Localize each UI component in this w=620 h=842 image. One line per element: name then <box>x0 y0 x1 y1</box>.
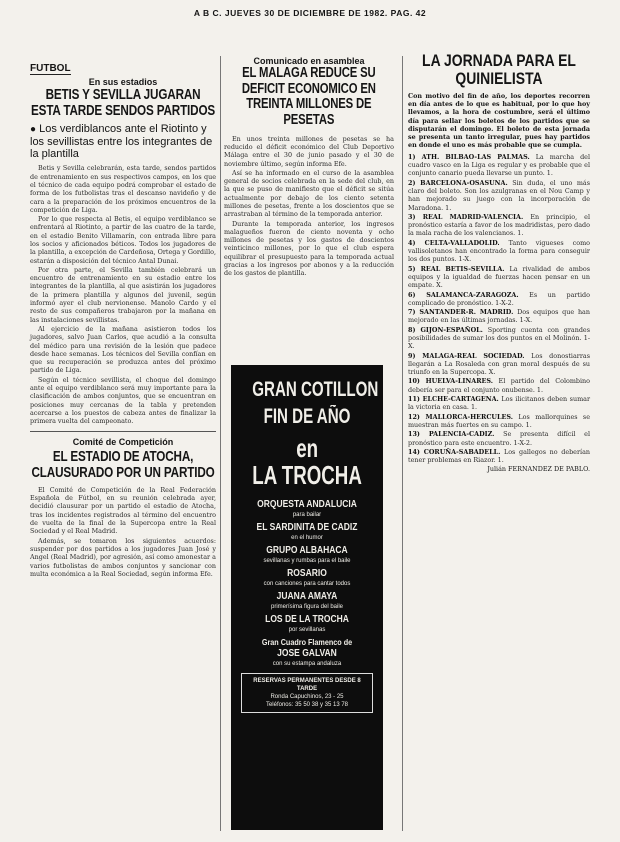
headline: EL MALAGA REDUCE SU DEFICIT ECONOMICO EN TREINTA MILLONES DE PESETAS <box>242 65 376 128</box>
ad-en: en <box>296 433 318 463</box>
match-label: 14) CORUÑA-SABADELL. <box>408 447 501 456</box>
ad-venue-name: LA TROCHA <box>252 460 362 490</box>
right-column <box>408 52 590 474</box>
column-divider <box>220 56 221 831</box>
match-label: 10) HUELVA-LINARES. <box>408 377 493 386</box>
match-label: 6) SALAMANCA-ZARAGOZA. <box>408 290 519 299</box>
match-text: Sin duda, el uno más claro del boleto. Son los azulgranas en el Nou Camp y han mejorado su juego con la incorporación de Maradona. 1. <box>408 178 590 212</box>
ad-note: con su estampa andaluza <box>272 661 342 667</box>
subhead <box>30 123 216 160</box>
match-text: La rivalidad de ambos equipos y la igualdad de fuerzas hacen pensar en un empate. X. <box>408 264 590 290</box>
match-text: La marcha del cuadro vasco en la Liga es regular y es probable que el conjunto canario pueda llevarse un punto. 1. <box>408 152 590 178</box>
ad-act: LOS DE LA TROCHA <box>265 614 349 625</box>
match-item <box>408 153 590 178</box>
quiniela-intro: Con motivo del fin de año, los deportes recorren en día antes de lo que es habitual, por lo que hoy llevamos, a la hora de costumbre, será el último día para sellar los boletos de los partidos que se disputarán el domingo. El boleto de esta jornada se presenta un tanto irregular, pues hay partidos en donde el uno es más probable que se cumpla. <box>408 91 590 150</box>
match-label: 13) PALENCIA-CADIZ. <box>408 430 495 439</box>
match-label: 5) REAL BETIS-SEVILLA. <box>408 264 505 273</box>
match-item <box>408 179 590 212</box>
subhead-text: Los verdiblancos ante el Riotinto y los sevillistas entre los integrantes de la plantilla <box>30 123 213 160</box>
ad-venue <box>231 435 383 489</box>
match-item <box>408 308 590 325</box>
column-divider <box>402 56 403 831</box>
ad-note: para bailar <box>292 512 322 518</box>
advertisement <box>231 365 383 830</box>
quiniela-title-text: LA JORNADA PARA EL QUINIELISTA <box>422 51 576 88</box>
ad-act: EL SARDINITA DE CADIZ <box>256 522 358 533</box>
section-tag: Comité de Competición <box>72 436 174 447</box>
match-text: Sporting cuenta con grandes posibilidades de sumar los dos puntos en el Molinón. 1-X. <box>408 325 590 351</box>
paragraph: Durante la temporada anterior, los ingresos malagueños fueron de ciento noventa y ocho millones de pesetas y los gastos de doscientos veinticinco millones, por lo que el club espera equilibrar el presupuesto para la temporada actual gracias a los ingresos por abonos y a la reducción de los gastos de plantilla. <box>224 219 394 278</box>
kicker: En sus estadios <box>88 77 158 87</box>
ad-title-line: FIN DE AÑO <box>263 405 351 428</box>
middle-column <box>224 56 394 279</box>
match-item <box>408 430 590 447</box>
ad-phones: Teléfonos: 35 50 38 y 35 13 78 <box>265 702 349 708</box>
match-text: Los gallegos no deberían tener problemas en Riazor. 1. <box>408 447 590 465</box>
ad-reservas: RESERVAS PERMANENTES DESDE 8 TARDE <box>253 678 361 692</box>
ad-note: sevillanas y rumbas para el baile <box>263 558 351 564</box>
match-text: Se presenta difícil el pronóstico para este encuentro. 1-X-2. <box>408 430 590 447</box>
match-item <box>408 352 590 377</box>
ad-address: Ronda Capuchinos, 23 - 25 <box>270 694 344 700</box>
paragraph: Betis y Sevilla celebrarán, esta tarde, sendos partidos de entrenamiento en sus respectivos campos, en los que el técnico de cada equipo podrá comprobar el estado de forma de los futbolistas tras el descanso navideño y de cara a la preparación de los próximos encuentros de la competición de Liga. <box>30 164 216 214</box>
match-item <box>408 326 590 351</box>
ad-act: Gran Cuadro Flamenco de <box>261 637 353 647</box>
match-text: El partido del Colombino debería ser para el conjunto onubense. 1. <box>408 377 590 394</box>
match-item <box>408 213 590 238</box>
divider <box>30 431 216 432</box>
match-list <box>408 153 590 465</box>
ad-orchestra: ORQUESTA ANDALUCIA <box>257 499 357 510</box>
match-label: 8) GIJON-ESPAÑOL. <box>408 325 483 334</box>
left-column <box>30 56 216 579</box>
article-body <box>30 486 216 578</box>
signature: Julián FERNANDEZ DE PABLO. <box>487 465 590 474</box>
match-item <box>408 265 590 290</box>
match-text: Los ilicitanos deben sumar la victoria en casa. 1. <box>408 395 590 412</box>
paragraph: Por otra parte, el Sevilla también celebrará un encuentro de entrenamiento en su estadio entre los integrantes de la plantilla, al que asistirán los jugadores de la primera plantilla y algunos del juvenil, según informó ayer el club nervionense. Manolo Cardo y el resto de sus compañeros trabajaron por la mañana en las instalaciones sevillistas. <box>30 265 216 324</box>
paragraph: En unos treinta millones de pesetas se ha reducido el déficit económico del Club Deportivo Málaga entre el 30 de junio pasado y el 30 de noviembre último, según informa Efe. <box>224 134 394 168</box>
paragraph: Al ejercicio de la mañana asistieron todos los jugadores, salvo Juan Carlos, que acudió a la consulta del médico para una revisión de la lesión que padece desde hace semanas. Los técnicos del Sevilla confían en que su recuperación se produzca antes del próximo partido de Liga. <box>30 324 216 375</box>
match-label: 12) MALLORCA-HERCULES. <box>408 412 513 421</box>
article-body <box>224 135 394 278</box>
match-text: Es un partido complicado de pronóstico. 1-X-2. <box>408 290 590 307</box>
bullet-icon: ● <box>30 124 37 136</box>
ad-note: en el humor <box>291 535 323 541</box>
match-text: Los mallorquines se muestran más fuertes en su campo. 1. <box>408 412 590 429</box>
match-text: Tanto vigueses como vallisoletanos han encontrado la forma para conseguir los dos puntos. 1-X. <box>408 238 590 264</box>
ad-act: JOSE GALVAN <box>277 648 337 659</box>
ad-act: GRUPO ALBAHACA <box>266 545 348 556</box>
paragraph: Así se ha informado en el curso de la asamblea general de socios celebrada en la sede del club, en la que se puso de manifiesto que el déficit se sitúa actualmente por debajo de los ciento setenta millones de pesetas, frente a los doscientos que se arrastraban al término de la temporada anterior. <box>224 168 394 219</box>
ad-note: por sevillanas <box>288 627 326 633</box>
paragraph: El Comité de Competición de la Real Federación Española de Fútbol, en su reunión celebrada ayer, decidió clausurar por un partido el estadio de Atocha, tras los incidentes registrados al término del encuentro de vuelta de la final de la Supercopa entre la Real Sociedad y el Real Madrid. <box>30 485 216 536</box>
match-label: 1) ATH. BILBAO-LAS PALMAS. <box>408 152 530 161</box>
page-header: A B C. JUEVES 30 DE DICIEMBRE DE 1982. PAG. 42 <box>193 8 427 18</box>
paragraph: Según el técnico sevillista, el choque del domingo ante el equipo verdiblanco será muy importante para la clasificación de ambos conjuntos, que se encuentran en posiciones muy cercanas de la tabla y pretenden acercarse a los puestos de cabeza antes de finalizar la primera vuelta del campeonato. <box>30 375 216 426</box>
article-body <box>30 164 216 425</box>
section-tag: Comunicado en asamblea <box>253 56 365 66</box>
section-tag: FUTBOL <box>30 63 71 74</box>
ad-title-line: GRAN COTILLON <box>252 378 379 401</box>
match-item <box>408 395 590 412</box>
paragraph: Además, se tomaron los siguientes acuerdos: suspender por dos partidos a los jugadores Juan José y Angel (Real Madrid), por agresión, así como amonestar a varios futbolistas de ambos conjuntos y sancionar con multa económica a la Real Sociedad, según informa Efe. <box>30 536 216 578</box>
ad-note: con canciones para cantar todos <box>263 581 351 587</box>
ad-reservations <box>241 673 373 713</box>
match-text: Dos equipos que han mejorado en las últimas jornadas. 1-X. <box>408 308 590 325</box>
headline: BETIS Y SEVILLA JUGARAN ESTA TARDE SENDOS PARTIDOS <box>30 86 216 120</box>
match-item <box>408 413 590 430</box>
match-label: 2) BARCELONA-OSASUNA. <box>408 178 508 187</box>
match-text: En principio, el pronóstico estaría a favor de los madridistas, pero dado la mala racha de los valencianos. 1. <box>408 212 590 238</box>
headline: EL ESTADIO DE ATOCHA, CLAUSURADO POR UN PARTIDO <box>31 447 215 481</box>
match-text: Los donostiarras llegarán a La Rosaleda con gran moral después de su triunfo en la Supercopa. X. <box>408 351 590 377</box>
match-label: 7) SANTANDER-R. MADRID. <box>408 308 514 317</box>
match-item <box>408 291 590 308</box>
match-item <box>408 239 590 264</box>
match-item <box>408 448 590 465</box>
match-label: 4) CELTA-VALLADOLID. <box>408 238 500 247</box>
ad-act: JUANA AMAYA <box>276 591 338 602</box>
ad-note: primerísima figura del baile <box>270 604 344 610</box>
match-label: 11) ELCHE-CARTAGENA. <box>408 395 499 404</box>
paragraph: Por lo que respecta al Betis, el equipo verdiblanco se enfrentará al Riotinto, a partir de las cuatro de la tarde, en el estadio Benito Villamarín, con entrada libre para los socios y aficionados béticos. Todos los jugadores de la plantilla, a excepción de Cardeñosa, Ortega y Gordillo, estarán a disposición del técnico Antal Dunai. <box>30 215 216 265</box>
ad-act: ROSARIO <box>287 568 327 579</box>
match-label: 3) REAL MADRID-VALENCIA. <box>408 212 524 221</box>
match-label: 9) MALAGA-REAL SOCIEDAD. <box>408 351 525 360</box>
quiniela-title <box>422 51 576 88</box>
match-item <box>408 377 590 394</box>
